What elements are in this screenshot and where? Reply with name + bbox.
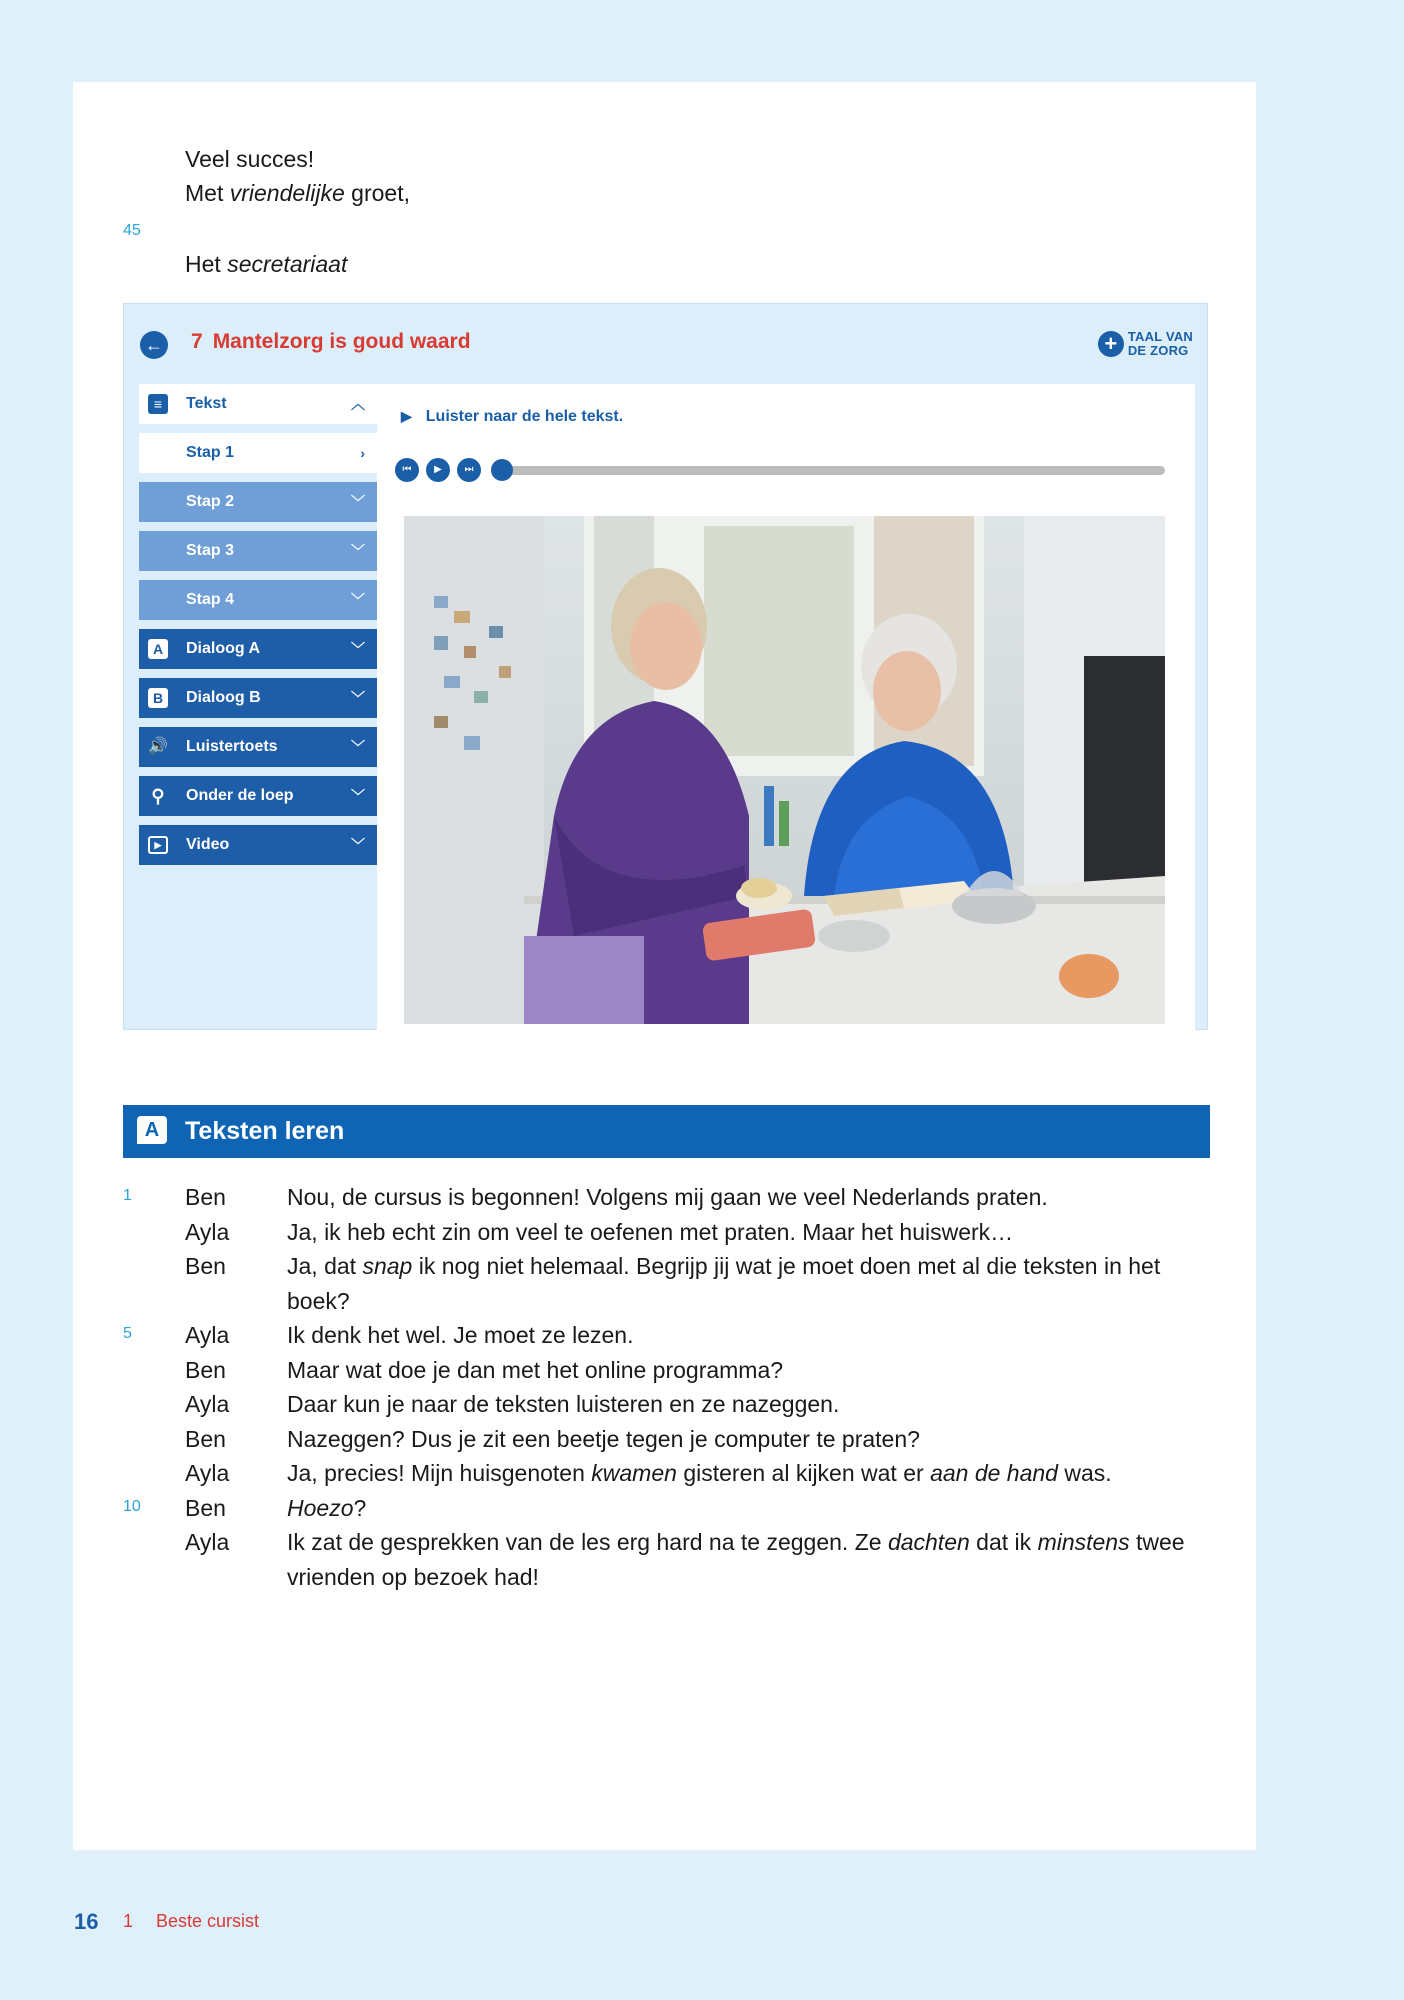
chevron-down-icon: ﹀ <box>351 641 365 657</box>
chevron-down-icon: ﹀ <box>351 690 365 706</box>
dialog-sentence: Nazeggen? Dus je zit een beetje tegen je computer te praten? <box>287 1425 920 1452</box>
plus-icon: + <box>1098 331 1124 357</box>
page-number: 16 <box>74 1909 99 1934</box>
sidebar-menu <box>139 384 377 874</box>
sidebar-item-stap-2[interactable] <box>139 482 377 522</box>
sidebar-item-label: Dialoog A <box>186 640 261 657</box>
sidebar-item-label: Video <box>186 836 230 853</box>
video-icon: ▶ <box>148 836 168 854</box>
sidebar-item-stap-3[interactable] <box>139 531 377 571</box>
progress-knob[interactable] <box>491 459 513 481</box>
magnifier-icon: ⚲ <box>151 786 165 806</box>
sidebar-item-label: Tekst <box>186 395 227 412</box>
audio-player <box>395 458 1175 482</box>
sidebar-item-label: Stap 4 <box>186 591 235 608</box>
dialog-sentence: Nou, de cursus is begonnen! Volgens mij gaan we veel Nederlands praten. <box>287 1184 1048 1210</box>
speaker-name: Ayla <box>185 1391 230 1417</box>
listen-all-link[interactable] <box>401 408 623 426</box>
dialog-badge-icon: A <box>137 1116 167 1144</box>
kitchen-photo <box>404 516 1165 1024</box>
text-icon: ≡ <box>148 394 168 414</box>
content-panel <box>377 384 1195 1031</box>
line-number: 45 <box>123 222 141 239</box>
chevron-down-icon: ﹀ <box>351 837 365 853</box>
sidebar-item-video[interactable] <box>139 825 377 865</box>
sidebar-item-label: Stap 3 <box>186 542 235 559</box>
dialog-sentence: Ik zat de gesprekken van de les erg hard na te zeggen. Ze dachten dat ik minstens twee vrienden op bezoek had! <box>287 1529 1185 1590</box>
section-header <box>123 1105 1210 1158</box>
chevron-down-icon: ﹀ <box>351 788 365 804</box>
listen-label: Luister naar de hele tekst. <box>425 408 624 425</box>
dialog-sentence: Ja, ik heb echt zin om veel te oefenen met praten. Maar het huiswerk… <box>287 1218 1014 1245</box>
chevron-down-icon: ﹀ <box>351 543 365 559</box>
dialog-sentence: Ja, precies! Mijn huisgenoten kwamen gisteren al kijken wat er aan de hand was. <box>287 1460 1112 1486</box>
speaker-name: Ayla <box>185 1529 230 1555</box>
play-triangle-icon: ▶ <box>401 408 412 424</box>
speaker-name: Ben <box>185 1425 226 1452</box>
brand-line-1: TAAL VAN <box>1127 329 1193 344</box>
letter-closing-line: Veel succes! <box>185 146 315 172</box>
dialog-b-icon: B <box>148 688 168 708</box>
speaker-name: Ayla <box>185 1460 230 1486</box>
footer-chapter-number: 1 <box>123 1911 134 1931</box>
speaker-name: Ayla <box>185 1322 230 1348</box>
play-icon[interactable]: ▶ <box>426 458 450 482</box>
chevron-up-icon: ︿ <box>351 396 365 412</box>
speaker-name: Ayla <box>185 1218 230 1245</box>
progress-track[interactable] <box>503 466 1165 475</box>
brand-logo <box>1098 328 1193 360</box>
letter-signature-line: Het secretariaat <box>185 251 348 277</box>
sidebar-item-label: Onder de loep <box>186 787 294 804</box>
speaker-name: Ben <box>185 1494 226 1521</box>
speaker-name: Ben <box>185 1356 226 1383</box>
skip-forward-icon[interactable]: ⏭ <box>457 458 481 482</box>
dialog-a-icon: A <box>148 639 168 659</box>
back-arrow-icon[interactable]: ← <box>140 331 168 359</box>
sidebar-item-label: Luistertoets <box>186 738 278 755</box>
skip-back-icon[interactable]: ⏮ <box>395 458 419 482</box>
sidebar-item-tekst[interactable] <box>139 384 377 424</box>
section-title: Teksten leren <box>185 1117 345 1145</box>
chevron-down-icon: ﹀ <box>351 739 365 755</box>
brand-line-2: DE ZORG <box>1127 343 1189 358</box>
speaker-name: Ben <box>185 1184 226 1210</box>
chevron-right-icon: › <box>360 445 365 461</box>
sidebar-item-label: Stap 1 <box>186 444 235 461</box>
speaker-icon: 🔊 <box>148 738 168 755</box>
sidebar-item-stap-1[interactable] <box>139 433 377 473</box>
sidebar-item-label: Dialoog B <box>186 689 261 706</box>
sidebar-item-dialoog-b[interactable] <box>139 678 377 718</box>
dialog-sentence: Daar kun je naar de teksten luisteren en ze nazeggen. <box>287 1391 840 1417</box>
speaker-name: Ben <box>185 1253 226 1279</box>
dialog-sentence: Ja, dat snap ik nog niet helemaal. Begrijp jij wat je moet doen met al die teksten in het boek? <box>287 1253 1161 1314</box>
chapter-title: 7 Mantelzorg is goud waard <box>191 330 471 353</box>
chevron-down-icon: ﹀ <box>351 494 365 510</box>
sidebar-item-stap-4[interactable] <box>139 580 377 620</box>
dialog-sentence: Ik denk het wel. Je moet ze lezen. <box>287 1322 634 1348</box>
dialog-sentence: Maar wat doe je dan met het online programma? <box>287 1356 784 1383</box>
sidebar-item-label: Stap 2 <box>186 493 235 510</box>
sidebar-item-onder-de-loep[interactable] <box>139 776 377 816</box>
sidebar-item-luistertoets[interactable] <box>139 727 377 767</box>
app-screenshot <box>123 303 1208 1030</box>
dialog-sentence: Hoezo? <box>287 1494 367 1521</box>
chevron-down-icon: ﹀ <box>351 592 365 608</box>
letter-greeting-line: Met vriendelijke groet, <box>185 180 411 206</box>
footer-chapter-title: Beste cursist <box>156 1911 260 1931</box>
sidebar-item-dialoog-a[interactable] <box>139 629 377 669</box>
